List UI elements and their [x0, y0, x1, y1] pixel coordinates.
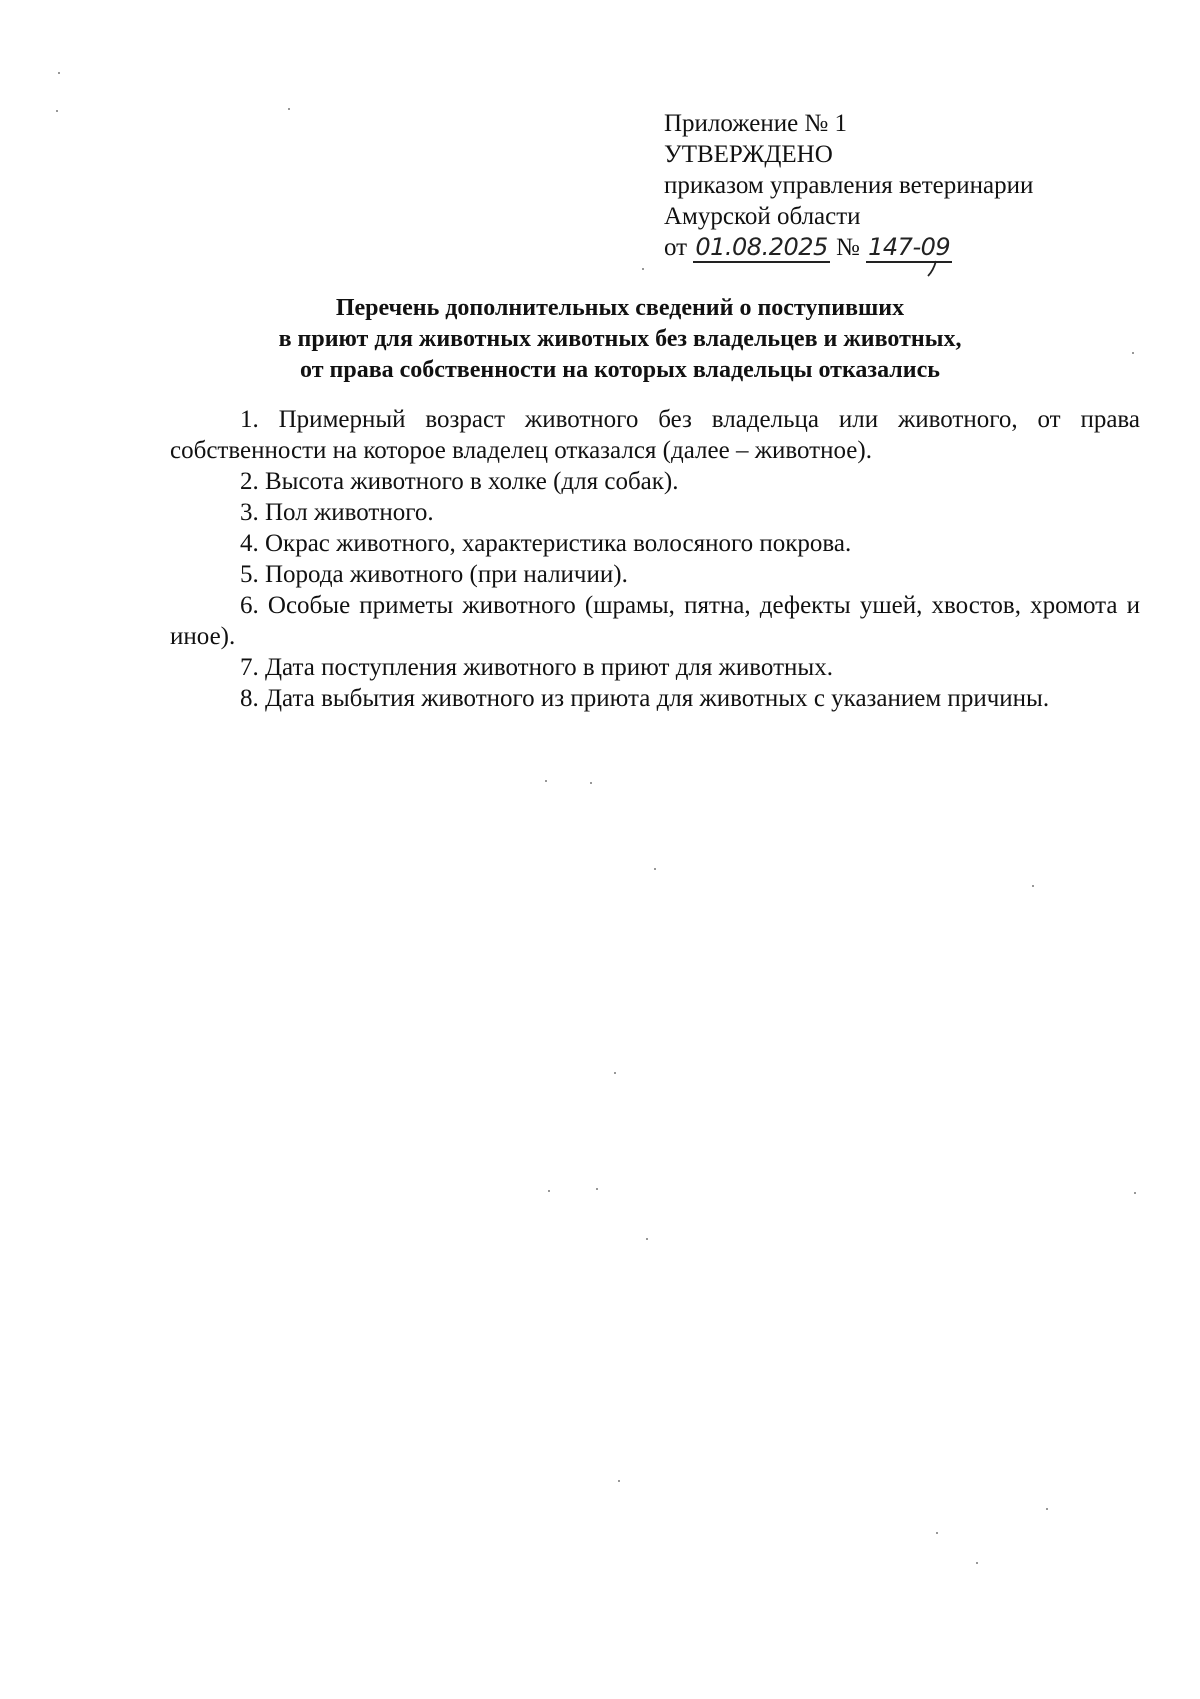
approval-block: [664, 108, 1104, 263]
list-item: 8. Дата выбытия животного из приюта для животных с указанием причины.: [240, 685, 1050, 712]
list-item: 7. Дата поступления животного в приют для животных.: [240, 654, 833, 681]
order-authority: приказом управления ветеринарии: [664, 172, 1034, 199]
scan-speck: [642, 268, 644, 270]
list-item: 6. Особые приметы животного (шрамы, пятна, дефекты ушей, хвостов, хромота и иное).: [170, 592, 1140, 650]
list-item: 4. Окрас животного, характеристика волосяного покрова.: [240, 530, 852, 557]
approved-label: УТВЕРЖДЕНО: [664, 141, 833, 168]
scan-speck: [1046, 1508, 1048, 1510]
document-title: [170, 293, 1070, 386]
list-item: 1. Примерный возраст животного без владельца или животного, от права собственности на которое владелец отказался (далее – животное).: [170, 406, 1140, 464]
scan-speck: [596, 1188, 598, 1190]
scan-speck: [654, 868, 656, 870]
title-line-2: в приют для животных животных без владельцев и животных,: [278, 326, 962, 352]
list-item: 5. Порода животного (при наличии).: [240, 561, 628, 588]
region-name: Амурской области: [664, 203, 861, 230]
scan-speck: [1132, 352, 1134, 354]
list-item: 3. Пол животного.: [240, 499, 434, 526]
scan-speck: [590, 782, 592, 784]
scan-speck: [56, 110, 58, 112]
scan-speck: [936, 1532, 938, 1534]
title-line-1: Перечень дополнительных сведений о поступивших: [335, 295, 905, 321]
handwritten-number: 147-09: [868, 233, 951, 261]
scan-speck: [288, 108, 290, 110]
information-list: [170, 404, 1140, 714]
scan-speck: [1032, 885, 1034, 887]
date-prefix: от: [664, 234, 688, 261]
order-date-number: [664, 232, 1104, 263]
scan-speck: [545, 780, 547, 782]
scan-speck: [646, 1238, 648, 1240]
appendix-label: Приложение № 1: [664, 110, 848, 137]
handwriting-stroke-mark: [926, 260, 940, 278]
list-item: 2. Высота животного в холке (для собак).: [240, 468, 679, 495]
scan-speck: [614, 1072, 616, 1074]
scan-speck: [58, 72, 60, 74]
handwritten-date: 01.08.2025: [695, 233, 828, 261]
scan-speck: [548, 1190, 550, 1192]
title-line-3: от права собственности на которых владельцы отказались: [300, 357, 940, 383]
number-prefix: №: [836, 234, 860, 261]
scan-speck: [618, 1480, 620, 1482]
scan-speck: [976, 1562, 978, 1564]
scan-speck: [1134, 1192, 1136, 1194]
